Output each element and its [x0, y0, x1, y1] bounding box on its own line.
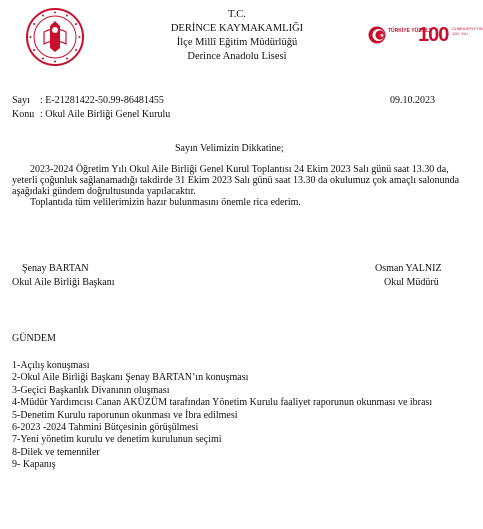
crescent-star-icon [368, 26, 386, 44]
right-signatory-title: Okul Müdürü [384, 277, 439, 288]
agenda-item: 3-Geçici Başkanlık Divanının oluşması [12, 384, 170, 396]
hundred-year-number: 100 [418, 24, 449, 46]
agenda-item: 2-Okul Aile Birliği Başkanı Şenay BARTAN’ın konuşması [12, 372, 249, 384]
agenda-item: 4-Müdür Yardımcısı Canan AKÜZÜM tarafından Yönetim Kurulu faaliyet raporunun okunması ve ibrası [12, 397, 433, 409]
konu-label: Konu [12, 109, 35, 120]
letter-header [120, 8, 354, 64]
agenda-item: 5-Denetim Kurulu raporunun okunması ve İbra edilmesi [12, 409, 238, 421]
sayi-label: Sayı [12, 95, 30, 106]
letter-body [12, 164, 462, 208]
meb-emblem-icon [26, 8, 84, 66]
agenda-item: 7-Yeni yönetim kurulu ve denetim kurulunun seçimi [12, 434, 222, 446]
sayi-value: : E-21281422-50.99-86481455 [40, 95, 164, 106]
hundred-year-subtext: CUMHURİYETİN 100. YILI [452, 26, 483, 36]
letter-date: 09.10.2023 [390, 95, 435, 106]
turkiye-yuzyili-logo [368, 22, 483, 54]
agenda-item: 8-Dilek ve temenniler [12, 446, 100, 458]
agenda-item: 9- Kapanış [12, 459, 56, 471]
right-signatory-name: Osman YALNIZ [375, 263, 442, 274]
salutation: Sayın Velimizin Dikkatine; [175, 143, 284, 154]
agenda-title: GÜNDEM [12, 333, 56, 344]
header-tc: T.C. [228, 9, 246, 20]
left-signatory-name: Şenay BARTAN [22, 263, 89, 274]
sayi-row [12, 95, 164, 107]
body-paragraph-1: 2023-2024 Öğretim Yılı Okul Aile Birliği Genel Kurul Toplantısı 24 Ekim 2023 Salı günü saat 13.30 da, yeterli çoğunluk sağlanamadığı takdirde 31 Ekim 2023 Salı günü saat 13.30 da okulumuz çok amaçlı salonunda aşağıdaki gündem doğrultusunda yapılacaktır. [12, 164, 460, 197]
left-signatory-title: Okul Aile Birliği Başkanı [12, 277, 115, 288]
agenda-list [12, 360, 467, 472]
agenda-item: 6-2023 -2024 Tahmini Bütçesinin görüşülmesi [12, 422, 199, 434]
header-kaymakamlik: DERİNCE KAYMAKAMLIĞI [170, 23, 304, 34]
header-school: Derince Anadolu Lisesi [187, 51, 287, 62]
konu-value: : Okul Aile Birliği Genel Kurulu [40, 109, 171, 120]
body-paragraph-2: Toplantıda tüm velilerimizin hazır bulunmasını önemle rica ederim. [30, 197, 301, 208]
header-mudurluk: İlçe Millî Eğitim Müdürlüğü [176, 37, 298, 48]
turkiye-yuzyili-text: TÜRKİYE YÜZYILI [388, 28, 431, 34]
agenda-item: 1-Açılış konuşması [12, 360, 90, 371]
konu-row [12, 109, 170, 121]
